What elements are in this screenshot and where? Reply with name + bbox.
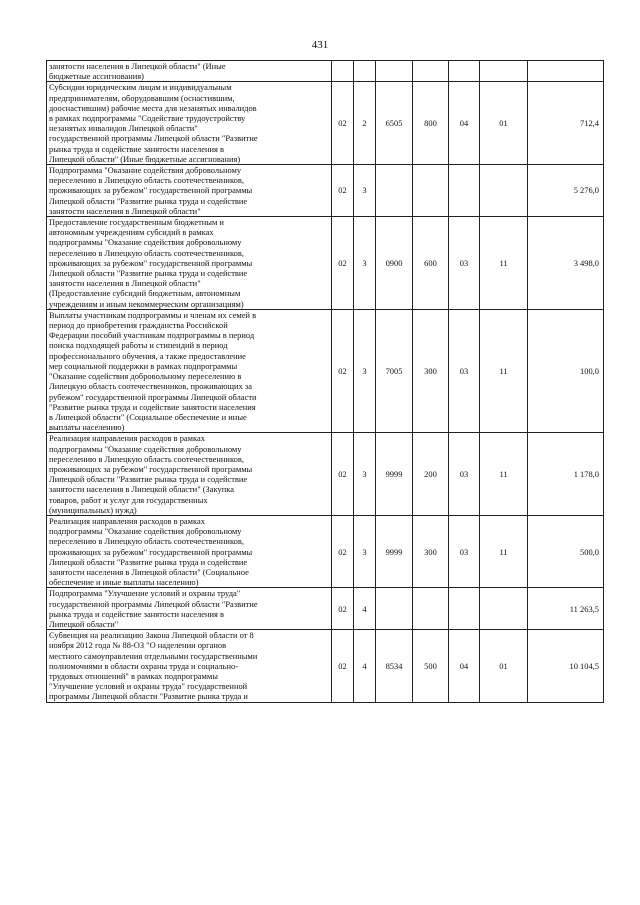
- description-line: государственной программы Липецкой области "Развитие: [49, 133, 258, 144]
- table-row: [47, 165, 604, 217]
- description-line: переселению в Липецкую область соотечественников,: [49, 453, 244, 464]
- description-line: предпринимателям, оборудовавшим (оснастившим,: [49, 92, 235, 103]
- direction-code-cell: [376, 588, 413, 630]
- section-cell: 04: [449, 82, 480, 165]
- subsection-cell: [480, 165, 528, 217]
- description-line: учреждениям и иным некоммерческим организациям): [49, 298, 244, 309]
- section-cell: 03: [449, 433, 480, 516]
- subsection-cell: 11: [480, 515, 528, 587]
- description-cell: [47, 165, 332, 217]
- amount-cell: 1 178,0: [528, 433, 604, 516]
- description-line: Федерации пособий участникам подпрограммы в период: [49, 330, 255, 341]
- subprogram-code-cell: 4: [354, 630, 376, 702]
- description-line: незанятых инвалидов Липецкой области": [49, 123, 198, 134]
- description-line: дооснастившим) рабочие места для незанятых инвалидов: [49, 102, 257, 113]
- description-line: переселению в Липецкую область соотечественников,: [49, 175, 244, 186]
- description-line: занятости населения в Липецкой области": [49, 278, 201, 289]
- description-line: ноября 2012 года № 88-ОЗ "О наделении органов: [49, 640, 227, 651]
- description-line: бюджетные ассигнования): [49, 71, 144, 82]
- expense-type-cell: [413, 588, 449, 630]
- description-cell: [47, 630, 332, 702]
- description-line: местного самоуправления отдельными государственными: [49, 650, 258, 661]
- description-line: период до приобретения гражданства Российской: [49, 320, 228, 331]
- description-line: Подпрограмма "Улучшение условий и охраны труда": [49, 588, 241, 599]
- description-line: Липецкой области "Развитие рынка труда и содействие: [49, 556, 248, 567]
- section-cell: 03: [449, 515, 480, 587]
- description-line: Реализация направления расходов в рамках: [49, 433, 205, 444]
- program-code-cell: 02: [332, 165, 354, 217]
- description-line: подпрограммы "Оказание содействия добровольному: [49, 526, 242, 537]
- section-cell: 03: [449, 217, 480, 310]
- description-line: занятости населения в Липецкой области" (Социальное: [49, 566, 249, 577]
- expense-type-cell: 500: [413, 630, 449, 702]
- description-line: автономным учреждениям субсидий в рамках: [49, 227, 214, 238]
- description-line: "Оказание содействия добровольному переселению в: [49, 371, 242, 382]
- description-line: Липецкой области "Развитие рынка труда и содействие: [49, 195, 248, 206]
- program-code-cell: 02: [332, 588, 354, 630]
- subprogram-code-cell: [354, 61, 376, 82]
- amount-cell: 10 104,5: [528, 630, 604, 702]
- subsection-cell: 11: [480, 433, 528, 516]
- table-row: [47, 82, 604, 165]
- description-line: трудовых отношений" в рамках подпрограммы: [49, 670, 218, 681]
- description-line: проживающих за рубежом" государственной программы: [49, 463, 253, 474]
- program-code-cell: 02: [332, 515, 354, 587]
- description-line: подпрограммы "Оказание содействия добровольному: [49, 443, 242, 454]
- budget-table: [46, 60, 604, 703]
- description-cell: [47, 433, 332, 516]
- description-line: переселению в Липецкую область соотечественников,: [49, 536, 244, 547]
- page-number: 431: [311, 39, 329, 51]
- subsection-cell: [480, 588, 528, 630]
- description-line: Реализация направления расходов в рамках: [49, 515, 205, 526]
- table-row: [47, 630, 604, 702]
- subprogram-code-cell: 3: [354, 217, 376, 310]
- expense-type-cell: 800: [413, 82, 449, 165]
- subprogram-code-cell: 2: [354, 82, 376, 165]
- expense-type-cell: 200: [413, 433, 449, 516]
- table-row: [47, 515, 604, 587]
- description-line: в Липецкой области" (Социальное обеспечение и иные: [49, 411, 247, 422]
- description-line: "Развитие рынка труда и содействие занятости населения: [49, 401, 256, 412]
- description-line: мер социальной поддержки в рамках подпрограммы: [49, 360, 238, 371]
- description-line: проживающих за рубежом" государственной программы: [49, 257, 253, 268]
- expense-type-cell: 600: [413, 217, 449, 310]
- program-code-cell: 02: [332, 82, 354, 165]
- table-row: [47, 309, 604, 432]
- program-code-cell: 02: [332, 433, 354, 516]
- section-cell: [449, 588, 480, 630]
- subprogram-code-cell: 3: [354, 309, 376, 432]
- table-body: [47, 61, 604, 703]
- direction-code-cell: 9999: [376, 433, 413, 516]
- direction-code-cell: 7005: [376, 309, 413, 432]
- subprogram-code-cell: 3: [354, 165, 376, 217]
- description-line: поиска подходящей работы и стипендий в период: [49, 340, 228, 351]
- direction-code-cell: [376, 165, 413, 217]
- description-line: Липецкой области" (Иные бюджетные ассигнования): [49, 153, 241, 164]
- direction-code-cell: 8534: [376, 630, 413, 702]
- subsection-cell: 11: [480, 309, 528, 432]
- expense-type-cell: 300: [413, 309, 449, 432]
- direction-code-cell: 9999: [376, 515, 413, 587]
- description-line: (Предоставление субсидий бюджетным, автономным: [49, 288, 241, 299]
- program-code-cell: 02: [332, 630, 354, 702]
- program-code-cell: [332, 61, 354, 82]
- program-code-cell: 02: [332, 309, 354, 432]
- amount-cell: 500,0: [528, 515, 604, 587]
- direction-code-cell: [376, 61, 413, 82]
- description-line: занятости населения в Липецкой области" (Закупка: [49, 484, 234, 495]
- description-line: "Улучшение условий и охраны труда" государственной: [49, 681, 248, 692]
- description-line: проживающих за рубежом" государственной программы: [49, 185, 253, 196]
- description-line: Предоставление государственным бюджетным и: [49, 217, 224, 228]
- subprogram-code-cell: 4: [354, 588, 376, 630]
- amount-cell: [528, 61, 604, 82]
- description-line: проживающих за рубежом" государственной программы: [49, 546, 253, 557]
- subprogram-code-cell: 3: [354, 433, 376, 516]
- table-row: [47, 588, 604, 630]
- description-line: Субвенция на реализацию Закона Липецкой области от 8: [49, 630, 254, 641]
- description-line: Липецкую область соотечественников, проживающих за: [49, 381, 252, 392]
- direction-code-cell: 0900: [376, 217, 413, 310]
- description-line: переселению в Липецкую область соотечественников,: [49, 247, 244, 258]
- description-line: подпрограммы "Оказание содействия добровольному: [49, 237, 242, 248]
- description-cell: [47, 61, 332, 82]
- description-line: Подпрограмма "Оказание содействия добровольному: [49, 165, 242, 176]
- subsection-cell: [480, 61, 528, 82]
- expense-type-cell: 300: [413, 515, 449, 587]
- amount-cell: 5 276,0: [528, 165, 604, 217]
- description-line: занятости населения в Липецкой области": [49, 205, 201, 216]
- expense-type-cell: [413, 61, 449, 82]
- description-line: обеспечение и иные выплаты населению): [49, 577, 199, 588]
- description-line: рынка труда и содействие занятости населения в: [49, 143, 224, 154]
- section-cell: 03: [449, 309, 480, 432]
- section-cell: [449, 61, 480, 82]
- description-line: рубежом" государственной программы Липецкой области: [49, 391, 257, 402]
- description-line: полномочиями в области охраны труда и социально-: [49, 660, 239, 671]
- subsection-cell: 01: [480, 630, 528, 702]
- table-row: [47, 217, 604, 310]
- amount-cell: 3 498,0: [528, 217, 604, 310]
- expense-type-cell: [413, 165, 449, 217]
- description-line: Липецкой области "Развитие рынка труда и содействие: [49, 268, 248, 279]
- description-line: рынка труда и содействие занятости населения в: [49, 608, 224, 619]
- table-row: [47, 61, 604, 82]
- subsection-cell: 01: [480, 82, 528, 165]
- description-line: Субсидии юридическим лицам и индивидуальным: [49, 82, 232, 93]
- description-line: Выплаты участникам подпрограммы и членам их семей в: [49, 309, 257, 320]
- description-cell: [47, 309, 332, 432]
- table-row: [47, 433, 604, 516]
- description-line: профессионального обучения, а также предоставление: [49, 350, 246, 361]
- description-line: товаров, работ и услуг для государственных: [49, 494, 208, 505]
- amount-cell: 100,0: [528, 309, 604, 432]
- description-cell: [47, 217, 332, 310]
- description-cell: [47, 588, 332, 630]
- section-cell: 04: [449, 630, 480, 702]
- section-cell: [449, 165, 480, 217]
- amount-cell: 11 263,5: [528, 588, 604, 630]
- direction-code-cell: 6505: [376, 82, 413, 165]
- subsection-cell: 11: [480, 217, 528, 310]
- program-code-cell: 02: [332, 217, 354, 310]
- description-line: Липецкой области": [49, 618, 119, 629]
- description-line: (муниципальных) нужд): [49, 504, 137, 515]
- amount-cell: 712,4: [528, 82, 604, 165]
- description-line: выплаты населению): [49, 422, 125, 433]
- subprogram-code-cell: 3: [354, 515, 376, 587]
- description-line: в рамках подпрограммы "Содействие трудоустройству: [49, 113, 246, 124]
- description-line: программы Липецкой области "Развитие рынка труда и: [49, 691, 248, 702]
- description-cell: [47, 515, 332, 587]
- description-line: Липецкой области "Развитие рынка труда и содействие: [49, 474, 248, 485]
- description-cell: [47, 82, 332, 165]
- description-line: государственной программы Липецкой области "Развитие: [49, 598, 258, 609]
- description-line: занятости населения в Липецкой области" (Иные: [49, 61, 226, 71]
